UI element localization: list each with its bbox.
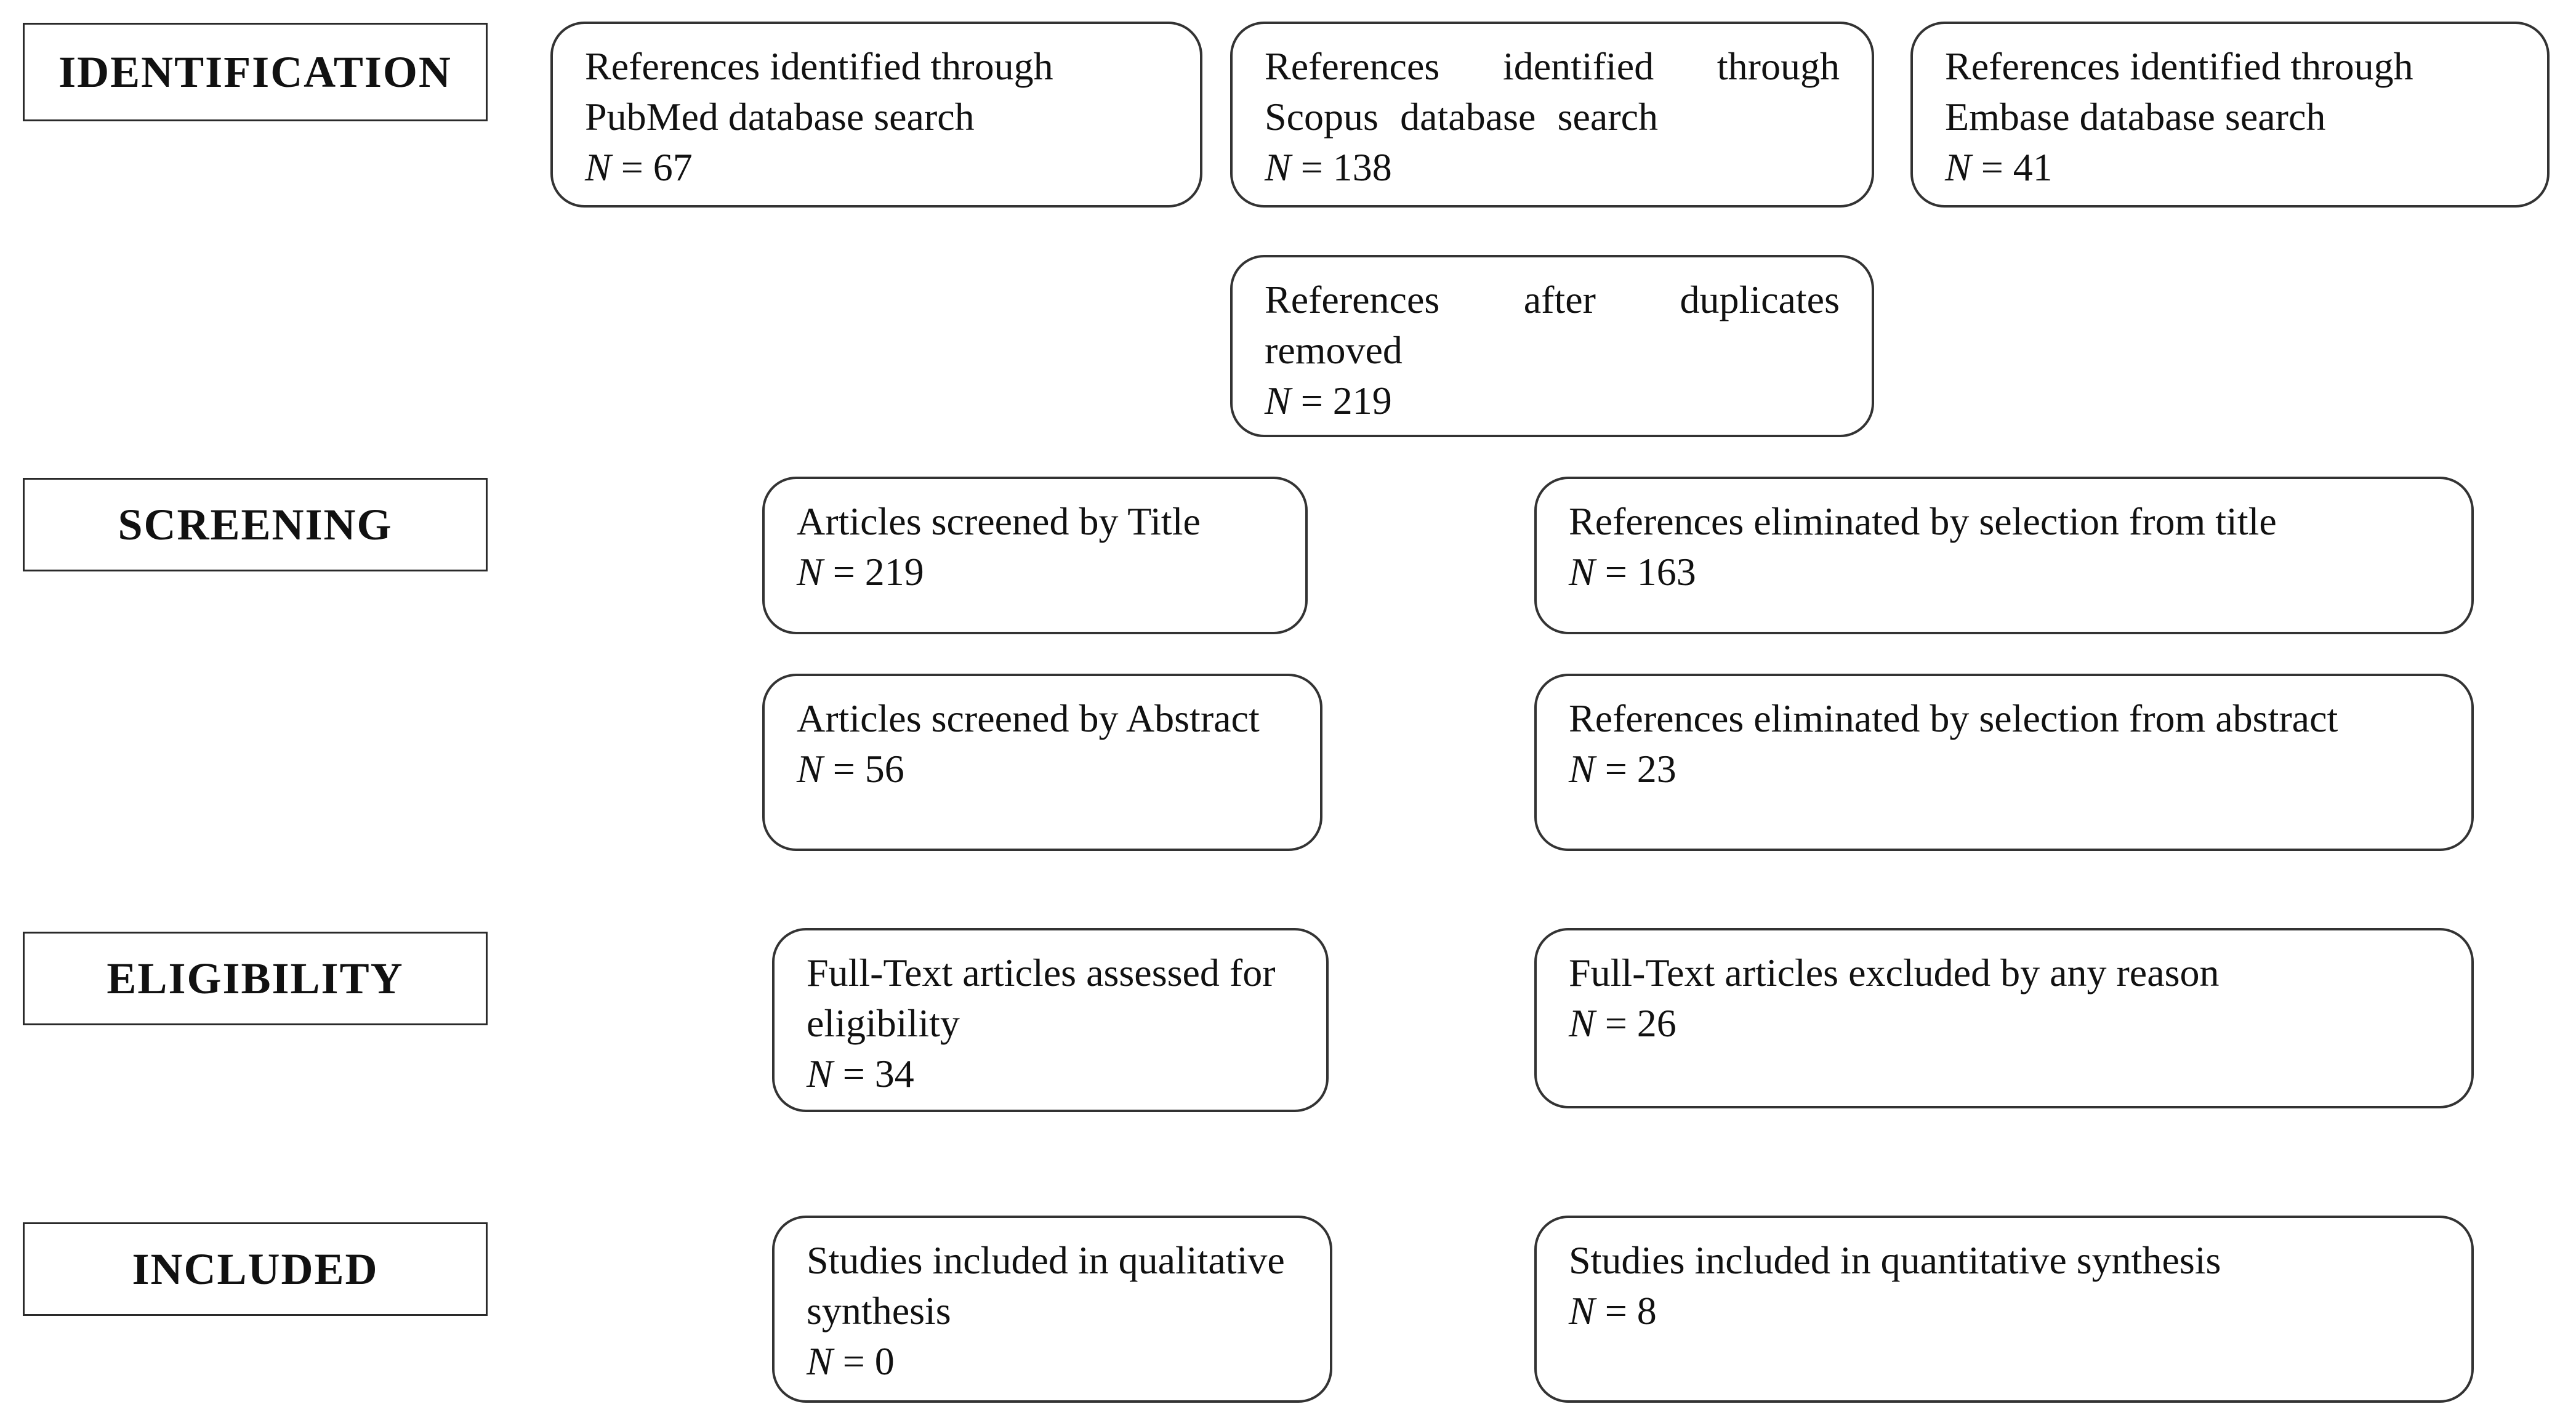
box-embase-count [1945, 142, 2515, 193]
box-qualitative-synthesis-text: Studies included in qualitative synthesis [807, 1238, 1285, 1333]
stage-screening [23, 478, 488, 571]
box-pubmed-count [585, 142, 1168, 193]
box-pubmed-text: References identified through PubMed database search [585, 44, 1053, 139]
n-value: = 163 [1604, 549, 1696, 594]
box-quantitative-synthesis-count [1569, 1286, 2439, 1336]
stage-eligibility-label: ELIGIBILITY [107, 953, 404, 1003]
box-fulltext-excluded-count [1569, 998, 2439, 1049]
n-value: = 219 [1300, 378, 1392, 422]
n-symbol: N [807, 1051, 833, 1095]
stage-identification [23, 23, 488, 121]
n-symbol: N [797, 549, 823, 594]
stage-screening-label: SCREENING [118, 499, 393, 549]
n-symbol: N [1569, 549, 1595, 594]
box-duplicates-removed-count [1265, 376, 1840, 426]
n-symbol: N [1945, 145, 1971, 189]
box-screened-title [762, 477, 1308, 634]
n-value: = 219 [832, 549, 924, 594]
box-eliminated-title-text: References eliminated by selection from title [1569, 499, 2277, 543]
stage-identification-label: IDENTIFICATION [58, 47, 452, 97]
box-scopus-text: References identified through Scopus database search [1265, 44, 1840, 139]
n-symbol: N [1265, 145, 1291, 189]
stage-included-label: INCLUDED [132, 1244, 379, 1294]
box-screened-abstract [762, 674, 1322, 851]
box-eliminated-title-count [1569, 547, 2439, 597]
box-duplicates-removed [1230, 255, 1874, 437]
n-symbol: N [797, 746, 823, 791]
n-value: = 8 [1604, 1288, 1657, 1333]
box-scopus-count [1265, 142, 1840, 193]
box-fulltext-assessed-count [807, 1049, 1294, 1099]
box-eliminated-abstract [1534, 674, 2474, 851]
n-value: = 34 [842, 1051, 914, 1095]
box-screened-title-count [797, 547, 1273, 597]
n-symbol: N [1569, 1288, 1595, 1333]
box-eliminated-abstract-count [1569, 744, 2439, 794]
n-value: = 56 [832, 746, 904, 791]
box-fulltext-excluded-text: Full-Text articles excluded by any reason [1569, 951, 2220, 994]
box-eliminated-abstract-text: References eliminated by selection from abstract [1569, 696, 2338, 740]
n-symbol: N [807, 1339, 833, 1383]
box-duplicates-removed-text: References after duplicates removed [1265, 278, 1840, 372]
box-quantitative-synthesis-text: Studies included in quantitative synthesis [1569, 1238, 2221, 1282]
stage-included [23, 1222, 488, 1316]
box-screened-abstract-count [797, 744, 1288, 794]
n-symbol: N [1569, 1001, 1595, 1045]
box-fulltext-excluded [1534, 928, 2474, 1108]
box-embase [1910, 22, 2550, 208]
box-screened-title-text: Articles screened by Title [797, 499, 1201, 543]
n-symbol: N [1265, 378, 1291, 422]
n-value: = 0 [842, 1339, 895, 1383]
n-symbol: N [585, 145, 611, 189]
box-pubmed [550, 22, 1202, 208]
box-screened-abstract-text: Articles screened by Abstract [797, 696, 1260, 740]
box-qualitative-synthesis-count [807, 1336, 1298, 1387]
box-quantitative-synthesis [1534, 1216, 2474, 1403]
n-value: = 26 [1604, 1001, 1676, 1045]
n-value: = 138 [1300, 145, 1392, 189]
n-symbol: N [1569, 746, 1595, 791]
n-value: = 23 [1604, 746, 1676, 791]
box-eliminated-title [1534, 477, 2474, 634]
box-fulltext-assessed [772, 928, 1329, 1112]
n-value: = 67 [621, 145, 693, 189]
box-fulltext-assessed-text: Full-Text articles assessed for eligibility [807, 951, 1276, 1045]
box-qualitative-synthesis [772, 1216, 1332, 1403]
n-value: = 41 [1981, 145, 2053, 189]
stage-eligibility [23, 932, 488, 1025]
box-embase-text: References identified through Embase database search [1945, 44, 2413, 139]
box-scopus [1230, 22, 1874, 208]
